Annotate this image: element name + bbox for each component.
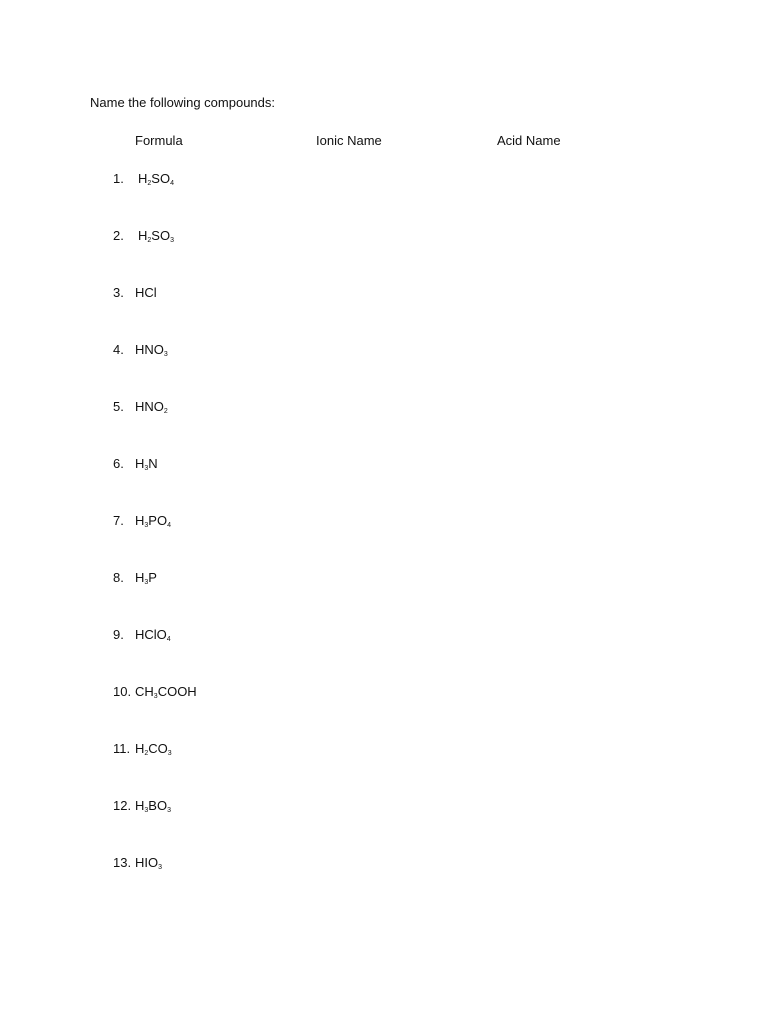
- item-number: 10.: [113, 684, 132, 699]
- compound-formula: [138, 171, 174, 186]
- formula-text: H: [135, 513, 145, 528]
- formula-text: N: [148, 456, 158, 471]
- formula-text: SO: [151, 228, 171, 243]
- item-number: 8.: [113, 570, 124, 585]
- formula-subscript: 2: [147, 237, 152, 244]
- compound-formula: [135, 684, 197, 699]
- item-number: 7.: [113, 513, 124, 528]
- formula-text: H: [138, 171, 148, 186]
- formula-text: HCl: [135, 285, 157, 300]
- compound-item: [113, 627, 171, 645]
- formula-subscript: 2: [163, 408, 168, 415]
- formula-subscript: 3: [153, 693, 158, 700]
- compound-formula: [135, 456, 158, 471]
- item-number: 12.: [113, 798, 132, 813]
- item-number: 6.: [113, 456, 124, 471]
- compound-item: [113, 399, 168, 417]
- formula-text: CH: [135, 684, 154, 699]
- formula-text: CO: [148, 741, 168, 756]
- compound-item: [113, 285, 157, 303]
- compound-item: [113, 342, 168, 360]
- formula-subscript: 3: [167, 807, 171, 814]
- formula-subscript: 2: [144, 750, 149, 757]
- compound-formula: [135, 570, 157, 585]
- compound-formula: [135, 342, 168, 357]
- formula-text: H: [135, 741, 145, 756]
- compound-item: [113, 741, 172, 759]
- formula-subscript: 3: [163, 351, 168, 358]
- formula-text: COOH: [157, 684, 197, 699]
- compound-formula: [135, 285, 157, 300]
- compound-item: [113, 855, 162, 873]
- compound-item: [113, 228, 174, 246]
- item-number: 1.: [113, 171, 124, 186]
- formula-subscript: 3: [167, 750, 172, 757]
- formula-subscript: 2: [147, 180, 152, 187]
- item-number: 5.: [113, 399, 124, 414]
- compound-formula: [135, 798, 171, 813]
- item-number: 3.: [113, 285, 124, 300]
- formula-text: H: [138, 228, 148, 243]
- formula-column-header: Formula: [135, 133, 183, 148]
- item-number: 2.: [113, 228, 124, 243]
- compound-formula: [135, 855, 162, 870]
- formula-text: HNO: [135, 342, 164, 357]
- compound-formula: [138, 228, 174, 243]
- compound-item: [113, 513, 171, 531]
- formula-text: BO: [148, 798, 168, 813]
- formula-text: H: [135, 456, 145, 471]
- compound-item: [113, 798, 171, 816]
- formula-subscript: 3: [144, 579, 149, 586]
- formula-text: SO: [151, 171, 171, 186]
- formula-subscript: 4: [170, 180, 174, 187]
- formula-subscript: 3: [144, 522, 149, 529]
- acid-name-column-header: Acid Name: [497, 133, 561, 148]
- formula-subscript: 3: [144, 465, 149, 472]
- formula-text: H: [135, 798, 145, 813]
- formula-subscript: 4: [166, 636, 171, 643]
- instruction-text: Name the following compounds:: [90, 95, 275, 110]
- formula-text: HNO: [135, 399, 164, 414]
- compound-item: [113, 171, 174, 189]
- item-number: 11.: [113, 741, 131, 756]
- compound-item: [113, 570, 157, 588]
- compound-formula: [135, 399, 168, 414]
- formula-subscript: 4: [167, 522, 171, 529]
- item-number: 13.: [113, 855, 132, 870]
- item-number: 9.: [113, 627, 124, 642]
- compound-formula: [135, 741, 172, 756]
- formula-text: P: [148, 570, 157, 585]
- column-header-row: [0, 133, 768, 151]
- compound-formula: [135, 627, 171, 642]
- formula-subscript: 3: [158, 864, 163, 871]
- formula-text: HIO: [135, 855, 159, 870]
- item-number: 4.: [113, 342, 124, 357]
- compound-item: [113, 456, 158, 474]
- formula-text: HClO: [135, 627, 167, 642]
- formula-subscript: 3: [170, 237, 174, 244]
- formula-subscript: 3: [144, 807, 149, 814]
- formula-text: PO: [148, 513, 168, 528]
- compound-formula: [135, 513, 171, 528]
- formula-text: H: [135, 570, 145, 585]
- compound-item: [113, 684, 197, 702]
- ionic-name-column-header: Ionic Name: [316, 133, 382, 148]
